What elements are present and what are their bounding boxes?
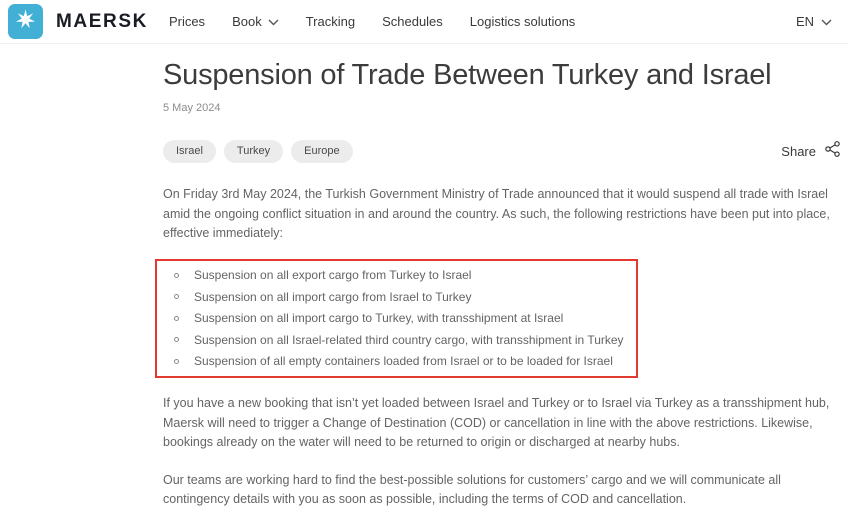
restrictions-highlight-box [155,259,638,379]
main-nav [169,14,575,29]
nav-item-logistics-solutions[interactable]: Logistics solutions [469,14,576,29]
page-title: Suspension of Trade Between Turkey and Israel [163,59,772,91]
restrictions-list [157,265,624,373]
tag-israel[interactable]: Israel [163,140,216,163]
top-nav-bar [0,0,848,44]
share-button[interactable] [781,141,840,162]
chevron-down-icon [268,14,279,29]
publish-date: 5 May 2024 [163,102,221,114]
restriction-item: Suspension of all empty containers loaded from Israel or to be loaded for Israel [157,351,624,373]
nav-item-book[interactable]: Book [232,14,279,29]
share-label: Share [781,144,816,159]
tag-europe[interactable]: Europe [291,140,352,163]
restriction-item: Suspension on all import cargo from Israel to Turkey [157,286,624,308]
language-selector[interactable] [796,14,832,29]
bullet-icon [174,294,179,299]
chevron-down-icon [821,14,832,29]
share-icon [825,141,840,162]
intro-paragraph: On Friday 3rd May 2024, the Turkish Government Ministry of Trade announced that it would suspend all trade with Israel amid the ongoing conflict situation in and around the country. As such, the following restrictions have been put into place, effective immediately: [163,187,830,240]
bullet-icon [174,316,179,321]
nav-item-tracking[interactable]: Tracking [305,14,356,29]
nav-item-prices[interactable]: Prices [168,14,206,29]
bullet-icon [174,359,179,364]
booking-guidance-paragraph: If you have a new booking that isn’t yet loaded between Israel and Turkey or to Israel via Turkey as a transshipment hub, Maersk will need to trigger a Change of Destination (COD) or cancellation in line with the above restrictions. Likewise, bookings already on the water will need to be returned to origin or discharged at nearby hubs. [163,396,830,449]
maersk-star-icon [12,6,39,38]
tag-row [163,140,840,163]
bullet-icon [174,273,179,278]
bullet-icon [174,337,179,342]
maersk-logo[interactable] [8,4,43,39]
restriction-item: Suspension on all import cargo to Turkey, with transshipment at Israel [157,308,624,330]
article-content [0,44,848,510]
nav-item-schedules[interactable]: Schedules [382,14,443,29]
tag-turkey[interactable]: Turkey [224,140,283,163]
closing-paragraph: Our teams are working hard to find the best-possible solutions for customers’ cargo and we will communicate all contingency details with you as soon as possible, including the terms of COD and cancellation. [163,472,781,506]
tag-list [163,140,353,163]
maersk-wordmark[interactable]: MAERSK [56,10,148,32]
restriction-item: Suspension on all Israel-related third country cargo, with transshipment in Turkey [157,329,624,351]
restriction-item: Suspension on all export cargo from Turkey to Israel [157,265,624,287]
language-label: EN [795,14,814,29]
